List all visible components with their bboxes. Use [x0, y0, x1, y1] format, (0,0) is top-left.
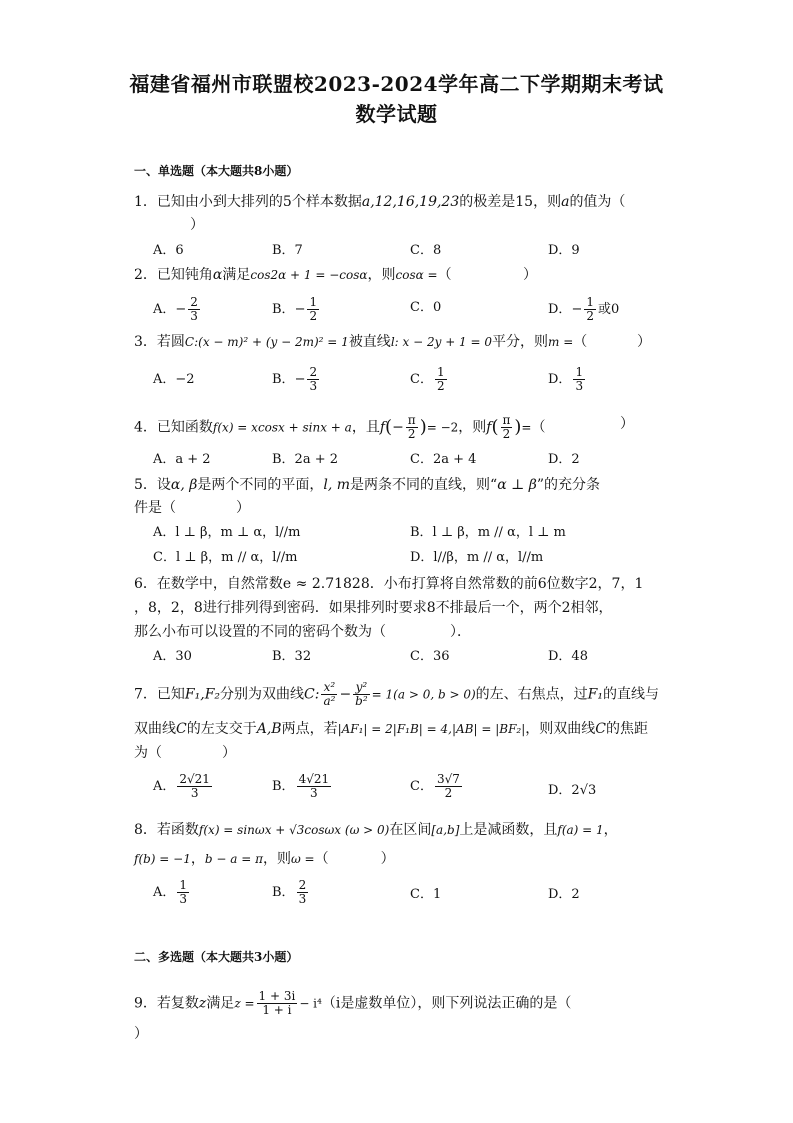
math-equation: f(x) = sinωx + √3cosωx (ω > 0) [198, 823, 390, 837]
math-equation: cos2α + 1 = −cosα [250, 268, 368, 282]
question-text: 已知函数 [156, 419, 213, 436]
question-number: 7． [134, 686, 157, 703]
fraction [257, 990, 298, 1017]
option-label: D． [548, 372, 572, 387]
question-text: ，则 [458, 419, 487, 436]
numerator: 1 + 3i [258, 989, 296, 1003]
option-c: C．0 [410, 300, 442, 315]
question-text: 在数学中，自然常数e ≈ 2.71828．小布打算将自然常数的前6位数字2，7，1 [156, 576, 644, 592]
math-data: a,12,16,19,23 [361, 194, 460, 210]
option-a: A．−2 [153, 372, 195, 387]
numerator: 1 [586, 295, 594, 309]
question-text: 双曲线 [134, 721, 176, 737]
fraction [573, 366, 585, 393]
option-b: B．l ⊥ β，m // α，l ⊥ m [410, 525, 566, 540]
question-2 [134, 265, 452, 285]
option-a: A．l ⊥ β，m ⊥ α，l//m [153, 525, 301, 540]
question-close: ） [236, 500, 250, 516]
question-text: （i是虚数单位），则下列说法正确的是（ [321, 995, 572, 1012]
option-d: D．2√3 [548, 783, 597, 798]
numerator: π [407, 413, 416, 427]
math-curve: = 1(a > 0, b > 0) [371, 687, 476, 702]
math-line: l: x − 2y + 1 = 0 [390, 335, 493, 349]
math-ask: ω = [290, 852, 315, 866]
option-a: A．a + 2 [153, 452, 211, 467]
question-6 [134, 574, 643, 594]
fraction [297, 773, 332, 800]
option-b [272, 296, 321, 323]
question-text: ，且 [351, 419, 380, 436]
denominator: 2 [444, 786, 453, 800]
question-number: 2． [134, 267, 157, 283]
question-text: 分别为双曲线 [220, 686, 305, 703]
option-c: C．2a + 4 [410, 452, 477, 467]
question-text: 的左、右焦点，过 [475, 686, 588, 703]
denominator: 3 [298, 892, 307, 906]
fraction [188, 296, 200, 323]
math-vars: α, β [170, 477, 198, 493]
question-text: 件是（ [134, 500, 176, 516]
option-b: B．7 [272, 243, 303, 258]
math-cond: b − a = π [204, 852, 263, 866]
question-4-close: ） [620, 416, 634, 432]
math-c: C [176, 721, 187, 737]
option-label: A． [153, 779, 176, 794]
math-ask: cosα = [395, 268, 438, 282]
option-b [272, 879, 310, 906]
question-9-close: ） [134, 1026, 148, 1042]
exam-title: 福建省福州市联盟校2023-2024学年高二下学期期末考试 [129, 72, 664, 96]
question-text: 是两个不同的平面， [197, 477, 324, 493]
punct: ， [603, 822, 618, 838]
question-text: 已知 [156, 686, 185, 703]
question-text: 的焦距 [605, 721, 648, 737]
numerator: 1 [575, 365, 584, 379]
question-5-cont [134, 498, 250, 518]
option-a [153, 879, 191, 906]
question-text: 已知由小到大排列的5个样本数据 [156, 194, 362, 210]
question-text: 的值为（ [569, 194, 626, 210]
question-text: ，则 [367, 267, 396, 283]
question-text: 被直线 [348, 334, 391, 350]
option-label: B． [272, 302, 295, 317]
question-3-close: ） [637, 334, 651, 350]
question-number: 8． [134, 822, 157, 838]
option-d: D．l//β，m // α，l//m [410, 550, 544, 565]
punct: ， [190, 851, 205, 867]
option-label: B． [272, 885, 295, 900]
option-c: C．l ⊥ β，m // α，l//m [153, 550, 298, 565]
option-d: D．2 [548, 452, 580, 467]
math-var: α [212, 267, 223, 283]
question-text: （ [437, 267, 452, 283]
math-ask: m = [548, 335, 574, 349]
question-1-close: ） [190, 217, 204, 233]
denominator: a² [323, 694, 336, 708]
paren-close: ) [514, 416, 522, 438]
fraction [435, 773, 462, 800]
denominator: b² [355, 694, 368, 708]
option-label: C． [410, 372, 433, 387]
math-interval: [a,b] [431, 823, 460, 837]
sign: − [339, 686, 352, 703]
paren-open: ( [385, 416, 393, 438]
question-number: 5． [134, 477, 157, 493]
math-curve: C: [304, 686, 320, 703]
paren-close: ) [419, 416, 427, 438]
question-text: 满足 [206, 995, 235, 1012]
math-value: = −2 [426, 420, 459, 435]
section-heading-single-choice: 一、单选题（本大题共8小题） [134, 164, 299, 178]
option-a: A．6 [153, 243, 184, 258]
numerator: 1 [179, 878, 188, 892]
math-lhs: z = [234, 996, 255, 1011]
option-tail: 或0 [597, 302, 620, 317]
numerator: 2 [309, 365, 318, 379]
math-tail: − i⁴ [299, 996, 322, 1011]
option-d: D．48 [548, 649, 588, 664]
numerator: 2√21 [179, 772, 210, 786]
question-6-line2: ，8，2，8进行排列得到密码．如果排列时要求8不排最后一个，两个2相邻， [134, 600, 613, 616]
option-d [548, 296, 619, 323]
option-b: B．2a + 2 [272, 452, 339, 467]
option-label: C． [410, 779, 433, 794]
option-d: D．9 [548, 243, 580, 258]
question-close: ） [380, 851, 395, 867]
math-cond: |AF₁| = 2|F₁B| = 4,|AB| = |BF₂| [337, 722, 526, 736]
math-c: C [595, 721, 606, 737]
question-text: 为（ [134, 745, 162, 761]
question-number: 1． [134, 194, 157, 210]
option-b [272, 366, 321, 393]
numerator: 2 [190, 295, 198, 309]
question-text: （ [531, 419, 546, 436]
option-label: B． [272, 372, 295, 387]
question-number: 4． [134, 419, 157, 436]
option-c: C．36 [410, 649, 450, 664]
option-a: A．30 [153, 649, 192, 664]
question-text: ，则 [262, 851, 291, 867]
fraction [321, 681, 337, 708]
numerator: 4√21 [298, 772, 330, 786]
numerator: 3√7 [436, 772, 460, 786]
math-equation: f(x) = xcosx + sinx + a [212, 420, 352, 435]
sign: − [294, 302, 306, 317]
option-c: C．8 [410, 243, 442, 258]
numerator: x² [321, 681, 337, 695]
question-text: 若圆 [156, 334, 185, 350]
question-1 [134, 192, 625, 212]
question-9 [134, 990, 571, 1017]
numerator: 1 [309, 295, 318, 309]
math-f: f [486, 419, 492, 436]
fraction [297, 879, 309, 906]
denominator: 3 [190, 309, 198, 323]
question-6-line3 [134, 622, 471, 642]
option-label: B． [272, 779, 295, 794]
sign: − [294, 372, 306, 387]
math-equals: = [521, 420, 532, 435]
question-8 [134, 820, 618, 840]
denominator: 3 [190, 786, 199, 800]
math-foci: F₁,F₂ [184, 686, 221, 703]
question-text: 平分，则 [492, 334, 549, 350]
fraction [435, 366, 447, 393]
question-text: 在区间 [389, 822, 432, 838]
fraction [406, 414, 418, 441]
option-label: D． [548, 302, 572, 317]
denominator: 3 [309, 379, 318, 393]
option-d: D．2 [548, 887, 580, 902]
question-text: 已知钝角 [156, 267, 213, 283]
denominator: 1 + i [262, 1003, 292, 1017]
question-text: ，则双曲线 [525, 721, 596, 737]
exam-subtitle: 数学试题 [355, 102, 438, 126]
option-label: A． [153, 302, 176, 317]
fraction [501, 414, 513, 441]
math-equation: C:(x − m)² + (y − 2m)² = 1 [184, 335, 349, 349]
denominator: 3 [310, 786, 318, 800]
numerator: 1 [436, 365, 445, 379]
question-7-line2 [134, 719, 648, 739]
math-z: z [198, 995, 207, 1012]
question-text: （ [573, 334, 588, 350]
question-4 [134, 414, 545, 441]
question-text: 的极差是15，则 [459, 194, 562, 210]
denominator: 3 [179, 892, 188, 906]
option-c [410, 773, 464, 800]
question-text: 设 [156, 477, 171, 493]
sign: − [392, 419, 404, 436]
question-text: 两点，若 [281, 721, 338, 737]
fraction [177, 879, 189, 906]
numerator: y² [353, 681, 370, 695]
math-var: a [561, 194, 570, 210]
fraction [353, 681, 370, 708]
question-number: 6． [134, 576, 157, 592]
math-points: A,B [256, 721, 282, 737]
question-7 [134, 681, 659, 708]
fraction [307, 296, 319, 323]
option-b: B．32 [272, 649, 312, 664]
math-cond: α ⊥ β [497, 477, 537, 493]
question-text: 的左支交于 [186, 721, 257, 737]
option-d [548, 366, 587, 393]
fraction [307, 366, 319, 393]
section-heading-multi-choice: 二、多选题（本大题共3小题） [134, 950, 299, 964]
denominator: 2 [586, 309, 594, 323]
denominator: 2 [436, 379, 445, 393]
question-number: 3． [134, 334, 157, 350]
question-text: ”的充分条 [536, 477, 600, 493]
math-cond: f(b) = −1 [134, 852, 191, 866]
option-c [410, 366, 449, 393]
question-text: 是两条不同的直线，则“ [350, 477, 498, 493]
question-5 [134, 475, 600, 495]
math-lines: l, m [323, 477, 351, 493]
math-f1: F₁ [587, 686, 603, 703]
question-text: （ [314, 851, 329, 867]
option-a [153, 773, 214, 800]
question-8-line2 [134, 849, 395, 869]
option-c: C．1 [410, 887, 442, 902]
question-text: 若复数 [156, 995, 199, 1012]
question-close: ）． [450, 624, 471, 640]
question-text: 上是减函数，且 [459, 822, 558, 838]
sign: − [175, 302, 187, 317]
question-number: 9． [134, 995, 157, 1012]
question-2-close: ） [523, 267, 537, 283]
numerator: 2 [298, 878, 307, 892]
denominator: 2 [407, 427, 416, 441]
fraction [177, 773, 212, 800]
question-text: 那么小布可以设置的不同的密码个数为（ [134, 624, 386, 640]
math-f: f [379, 419, 386, 436]
question-text: 若函数 [156, 822, 199, 838]
question-7-line3 [134, 743, 236, 763]
numerator: π [502, 413, 511, 427]
option-b [272, 773, 333, 800]
fraction [584, 296, 596, 323]
sign: − [571, 302, 583, 317]
question-text: 满足 [222, 267, 251, 283]
question-text: 的直线与 [602, 686, 659, 703]
question-3 [134, 332, 587, 352]
option-a [153, 296, 202, 323]
paren-open: ( [491, 416, 499, 438]
option-label: A． [153, 885, 176, 900]
denominator: 2 [309, 309, 318, 323]
denominator: 3 [575, 379, 584, 393]
question-close: ） [222, 745, 236, 761]
math-cond: f(a) = 1 [557, 823, 604, 837]
denominator: 2 [502, 427, 511, 441]
